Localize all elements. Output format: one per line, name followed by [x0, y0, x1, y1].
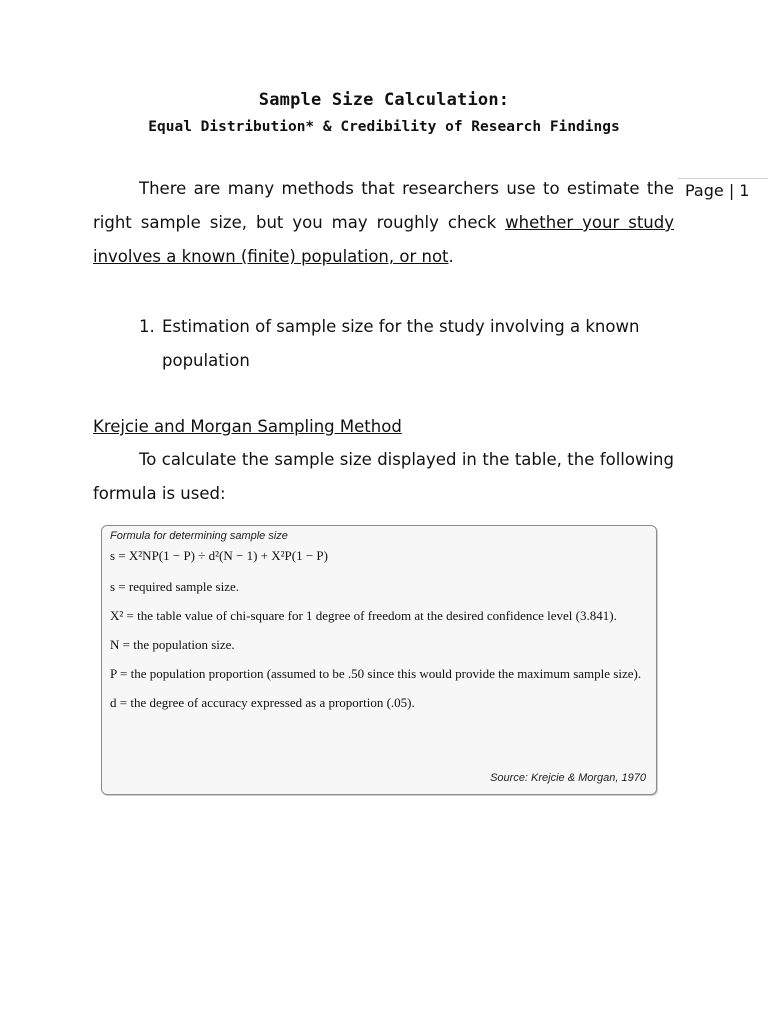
page-number-rule	[678, 178, 768, 179]
definition-s: s = required sample size.	[110, 579, 239, 594]
formula-heading: Formula for determining sample size	[110, 530, 288, 542]
section-paragraph-text: To calculate the sample size displayed in the table, the following formula is used:	[93, 450, 674, 503]
definition-chi-square: X² = the table value of chi-square for 1 degree of freedom at the desired confidence level (3.841).	[110, 608, 617, 623]
formula-source: Source: Krejcie & Morgan, 1970	[490, 772, 646, 784]
document-subtitle: Equal Distribution* & Credibility of Research Findings	[148, 119, 620, 135]
definition-p: P = the population proportion (assumed to be .50 since this would provide the maximum sample size).	[110, 666, 642, 681]
intro-underlined-text: whether your study involves a known (finite) population, or not	[93, 213, 674, 266]
intro-text-end: .	[448, 247, 454, 266]
intro-text: There are many methods that researchers use to estimate the right sample size, but you may roughly check	[93, 179, 674, 232]
formula-equation: s = X²NP(1 − P) ÷ d²(N − 1) + X²P(1 − P)	[110, 548, 328, 563]
section-paragraph	[93, 443, 674, 511]
document-title: Sample Size Calculation:	[258, 90, 510, 110]
list-item-number: 1.	[139, 317, 155, 336]
formula-figure	[101, 525, 657, 795]
section-heading: Krejcie and Morgan Sampling Method	[93, 417, 402, 436]
definition-d: d = the degree of accuracy expressed as a proportion (.05).	[110, 695, 415, 710]
page-number: Page | 1	[685, 181, 750, 200]
intro-paragraph	[93, 172, 674, 274]
list-item-text: Estimation of sample size for the study involving a known population	[162, 317, 640, 370]
definition-n: N = the population size.	[110, 637, 235, 652]
